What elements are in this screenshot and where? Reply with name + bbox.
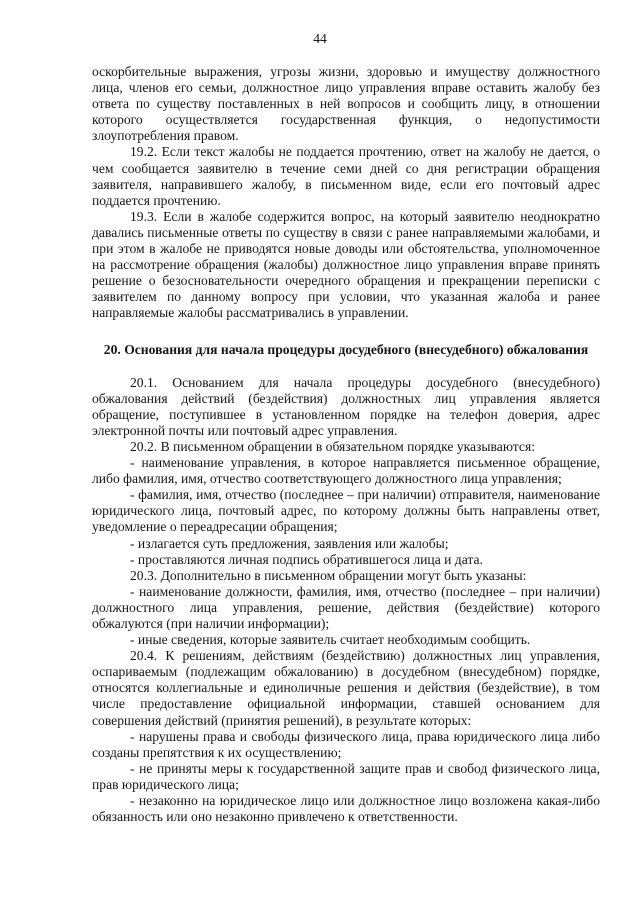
section-heading-20: 20. Основания для начала процедуры досудебного (внесудебного) обжалования (103, 341, 589, 357)
paragraph-20-1: 20.1. Основанием для начала процедуры досудебного (внесудебного) обжалования действий (бездействия) должностных лиц управления является обращение, поступившее в установленном порядке на телефон доверия, адрес электронной почты или почтовый адрес управления. (92, 374, 600, 438)
paragraph-20-2: 20.2. В письменном обращении в обязательном порядке указываются: (130, 438, 535, 454)
list-item-20-2-b: - фамилия, имя, отчество (последнее – при наличии) отправителя, наименование юридического лица, почтовый адрес, по которому должны быть направлены ответ, уведомление о переадресации обращения; (92, 487, 600, 535)
list-item-20-3-b: - иные сведения, которые заявитель считает необходимым сообщить. (130, 632, 531, 648)
list-item-20-2-d: - проставляются личная подпись обратившегося лица и дата. (130, 551, 483, 567)
list-item-20-2-c: - излагается суть предложения, заявления или жалобы; (130, 535, 449, 551)
list-item-20-4-a: - нарушены права и свободы физического лица, права юридического лица либо созданы препятствия к их осуществлению; (92, 728, 600, 760)
list-item-20-2-a: - наименование управления, в которое направляется письменное обращение, либо фамилия, имя, отчество соответствующего должностного лица управления; (92, 455, 600, 487)
page-number: 44 (313, 31, 327, 46)
paragraph-20-3: 20.3. Дополнительно в письменном обращении могут быть указаны: (130, 567, 527, 583)
list-item-20-4-c: - незаконно на юридическое лицо или должностное лицо возложена какая-либо обязанность или оно незаконно привлечено к ответственности. (92, 793, 600, 825)
paragraph-19-1-continuation: оскорбительные выражения, угрозы жизни, здоровью и имуществу должностного лица, членов его семьи, должностное лицо управления вправе оставить жалобу без ответа по существу поставленных в ней вопросов и сообщить лицу, в отношении которого осуществляется государственная функция, о недопустимости злоупотребления правом. (92, 64, 600, 144)
document-body (92, 64, 600, 825)
paragraph-19-2: 19.2. Если текст жалобы не поддается прочтению, ответ на жалобу не дается, о чем сообщается заявителю в течение семи дней со дня регистрации обращения заявителя, направившего жалобу, в письменном виде, если его почтовый адрес поддается прочтению. (92, 144, 600, 208)
list-item-20-4-b: - не приняты меры к государственной защите прав и свобод физического лица, прав юридического лица; (92, 760, 600, 792)
paragraph-19-3: 19.3. Если в жалобе содержится вопрос, на который заявителю неоднократно давались письменные ответы по существу в связи с ранее направляемыми жалобами, и при этом в жалобе не приводятся новые доводы или обстоятельства, уполномоченное на рассмотрение обращения (жалобы) должностное лицо управления вправе принять решение о безосновательности очередного обращения и прекращении переписки с заявителем по данному вопросу при условии, что указанная жалоба и ранее направляемые жалобы рассматривались в управлении. (92, 208, 600, 321)
list-item-20-3-a: - наименование должности, фамилия, имя, отчество (последнее – при наличии) должностного лица управления, решение, действия (бездействие) которого обжалуются (при наличии информации); (92, 583, 600, 631)
paragraph-20-4: 20.4. К решениям, действиям (бездействию) должностных лиц управления, оспариваемым (подлежащим обжалованию) в досудебном (внесудебном) порядке, относятся коллегиальные и единоличные решения и действия (бездействие), в том числе предоставление официальной информации, ставшей основанием для совершения действий (принятия решений), в результате которых: (92, 648, 600, 728)
